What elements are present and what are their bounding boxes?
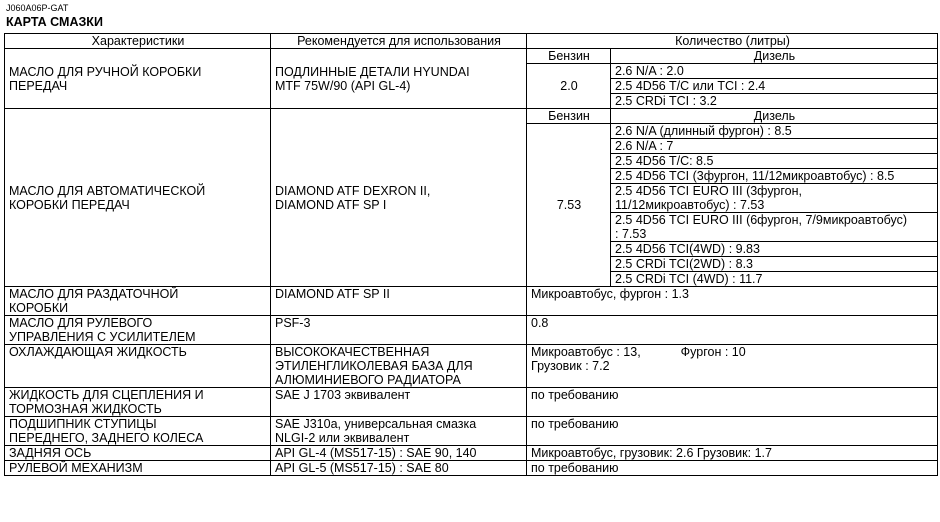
- gear-name-cell: РУЛЕВОЙ МЕХАНИЗМ: [5, 461, 271, 476]
- brake-name-line: ТОРМОЗНАЯ ЖИДКОСТЬ: [9, 402, 162, 416]
- transfer-name-line: МАСЛО ДЛЯ РАЗДАТОЧНОЙ: [9, 287, 179, 301]
- manual-diesel-value: 2.6 N/A : 2.0: [611, 64, 938, 79]
- manual-petrol-value: 2.0: [527, 64, 611, 109]
- bearing-rec-line: NLGI-2 или эквивалент: [275, 431, 410, 445]
- bearing-name-cell: [5, 417, 271, 446]
- auto-diesel-value: 2.6 N/A : 7: [611, 139, 938, 154]
- manual-name-line: ПЕРЕДАЧ: [9, 78, 68, 93]
- gear-rec-cell: API GL-5 (MS517-15) : SAE 80: [271, 461, 527, 476]
- manual-diesel-value: 2.5 4D56 T/C или TCI : 2.4: [611, 79, 938, 94]
- petrol-subheader: Бензин: [527, 109, 611, 124]
- manual-name-line: МАСЛО ДЛЯ РУЧНОЙ КОРОБКИ: [9, 64, 202, 79]
- manual-diesel-value: 2.5 CRDi TCI : 3.2: [611, 94, 938, 109]
- auto-name-line: МАСЛО ДЛЯ АВТОМАТИЧЕСКОЙ: [9, 183, 206, 198]
- header-recommended: Рекомендуется для использования: [271, 34, 527, 49]
- auto-diesel-line: 11/12микроавтобус) : 7.53: [615, 198, 765, 212]
- manual-rec-cell: [271, 49, 527, 109]
- auto-rec-line: DIAMOND ATF SP I: [275, 197, 387, 212]
- auto-rec-line: DIAMOND ATF DEXRON II,: [275, 183, 431, 198]
- transfer-name-line: КОРОБКИ: [9, 301, 69, 315]
- header-characteristics: Характеристики: [5, 34, 271, 49]
- auto-diesel-value: [611, 213, 938, 242]
- auto-diesel-value: 2.5 4D56 T/C: 8.5: [611, 154, 938, 169]
- bearing-rec-cell: [271, 417, 527, 446]
- lubrication-table: [4, 33, 938, 476]
- table-row: [5, 446, 938, 461]
- table-row: [5, 49, 938, 64]
- bearing-qty-cell: по требованию: [527, 417, 938, 446]
- auto-diesel-line: : 7.53: [615, 227, 647, 241]
- manual-name-cell: [5, 49, 271, 109]
- bearing-rec-line: SAE J310a, универсальная смазка: [275, 417, 477, 431]
- page-title: КАРТА СМАЗКИ: [6, 15, 103, 29]
- header-quantity: Количество (литры): [527, 34, 938, 49]
- table-row: [5, 109, 938, 124]
- brake-name-cell: [5, 388, 271, 417]
- auto-rec-cell: [271, 109, 527, 287]
- auto-name-cell: [5, 109, 271, 287]
- brake-qty-cell: по требованию: [527, 388, 938, 417]
- steering-name-cell: [5, 316, 271, 345]
- table-row: [5, 316, 938, 345]
- table-row: [5, 287, 938, 316]
- axle-name-cell: ЗАДНЯЯ ОСЬ: [5, 446, 271, 461]
- coolant-name-cell: ОХЛАЖДАЮЩАЯ ЖИДКОСТЬ: [5, 345, 271, 388]
- brake-rec-cell: SAE J 1703 эквивалент: [271, 388, 527, 417]
- auto-diesel-value: 2.5 4D56 TCI(4WD) : 9.83: [611, 242, 938, 257]
- brake-name-line: ЖИДКОСТЬ ДЛЯ СЦЕПЛЕНИЯ И: [9, 388, 204, 402]
- auto-diesel-line: 2.5 4D56 TCI EURO III (6фургон, 7/9микроавтобус): [615, 213, 908, 227]
- petrol-subheader: Бензин: [527, 49, 611, 64]
- steering-qty-cell: 0.8: [527, 316, 938, 345]
- auto-diesel-value: [611, 184, 938, 213]
- bearing-name-line: ПОДШИПНИК СТУПИЦЫ: [9, 417, 157, 431]
- auto-petrol-value: 7.53: [527, 124, 611, 287]
- transfer-qty-cell: Микроавтобус, фургон : 1.3: [527, 287, 938, 316]
- auto-diesel-value: 2.5 CRDi TCI (4WD) : 11.7: [611, 272, 938, 287]
- axle-rec-cell: API GL-4 (MS517-15) : SAE 90, 140: [271, 446, 527, 461]
- coolant-qty-line: [531, 345, 934, 359]
- axle-qty-cell: Микроавтобус, грузовик: 2.6 Грузовик: 1.7: [527, 446, 938, 461]
- coolant-rec-cell: [271, 345, 527, 388]
- auto-name-line: КОРОБКИ ПЕРЕДАЧ: [9, 197, 130, 212]
- coolant-rec-line: ЭТИЛЕНГЛИКОЛЕВАЯ БАЗА ДЛЯ: [275, 359, 473, 373]
- table-row: [5, 461, 938, 476]
- transfer-rec-cell: DIAMOND ATF SP II: [271, 287, 527, 316]
- auto-diesel-value: 2.6 N/A (длинный фургон) : 8.5: [611, 124, 938, 139]
- auto-diesel-line: 2.5 4D56 TCI EURO III (3фургон,: [615, 184, 802, 198]
- table-row: [5, 417, 938, 446]
- auto-diesel-value: 2.5 CRDi TCI(2WD) : 8.3: [611, 257, 938, 272]
- manual-rec-line: MTF 75W/90 (API GL-4): [275, 78, 411, 93]
- coolant-qty-van: Фургон : 10: [680, 345, 746, 359]
- table-header-row: [5, 34, 938, 49]
- coolant-rec-line: АЛЮМИНИЕВОГО РАДИАТОРА: [275, 373, 461, 387]
- coolant-rec-line: ВЫСОКОКАЧЕСТВЕННАЯ: [275, 345, 430, 359]
- transfer-name-cell: [5, 287, 271, 316]
- table-row: [5, 345, 938, 388]
- coolant-qty-line: Грузовик : 7.2: [531, 359, 610, 373]
- gear-qty-cell: по требованию: [527, 461, 938, 476]
- manual-rec-line: ПОДЛИННЫЕ ДЕТАЛИ HYUNDAI: [275, 64, 470, 79]
- steering-name-line: МАСЛО ДЛЯ РУЛЕВОГО: [9, 316, 153, 330]
- auto-diesel-value: 2.5 4D56 TCI (3фургон, 11/12микроавтобус) : 8.5: [611, 169, 938, 184]
- bearing-name-line: ПЕРЕДНЕГО, ЗАДНЕГО КОЛЕСА: [9, 431, 204, 445]
- steering-rec-cell: PSF-3: [271, 316, 527, 345]
- coolant-qty-cell: [527, 345, 938, 388]
- diesel-subheader: Дизель: [611, 49, 938, 64]
- document-code: J060A06P-GAT: [6, 3, 69, 13]
- coolant-qty-minibus: Микроавтобус : 13,: [531, 345, 641, 359]
- diesel-subheader: Дизель: [611, 109, 938, 124]
- steering-name-line: УПРАВЛЕНИЯ С УСИЛИТЕЛЕМ: [9, 330, 196, 344]
- table-row: [5, 388, 938, 417]
